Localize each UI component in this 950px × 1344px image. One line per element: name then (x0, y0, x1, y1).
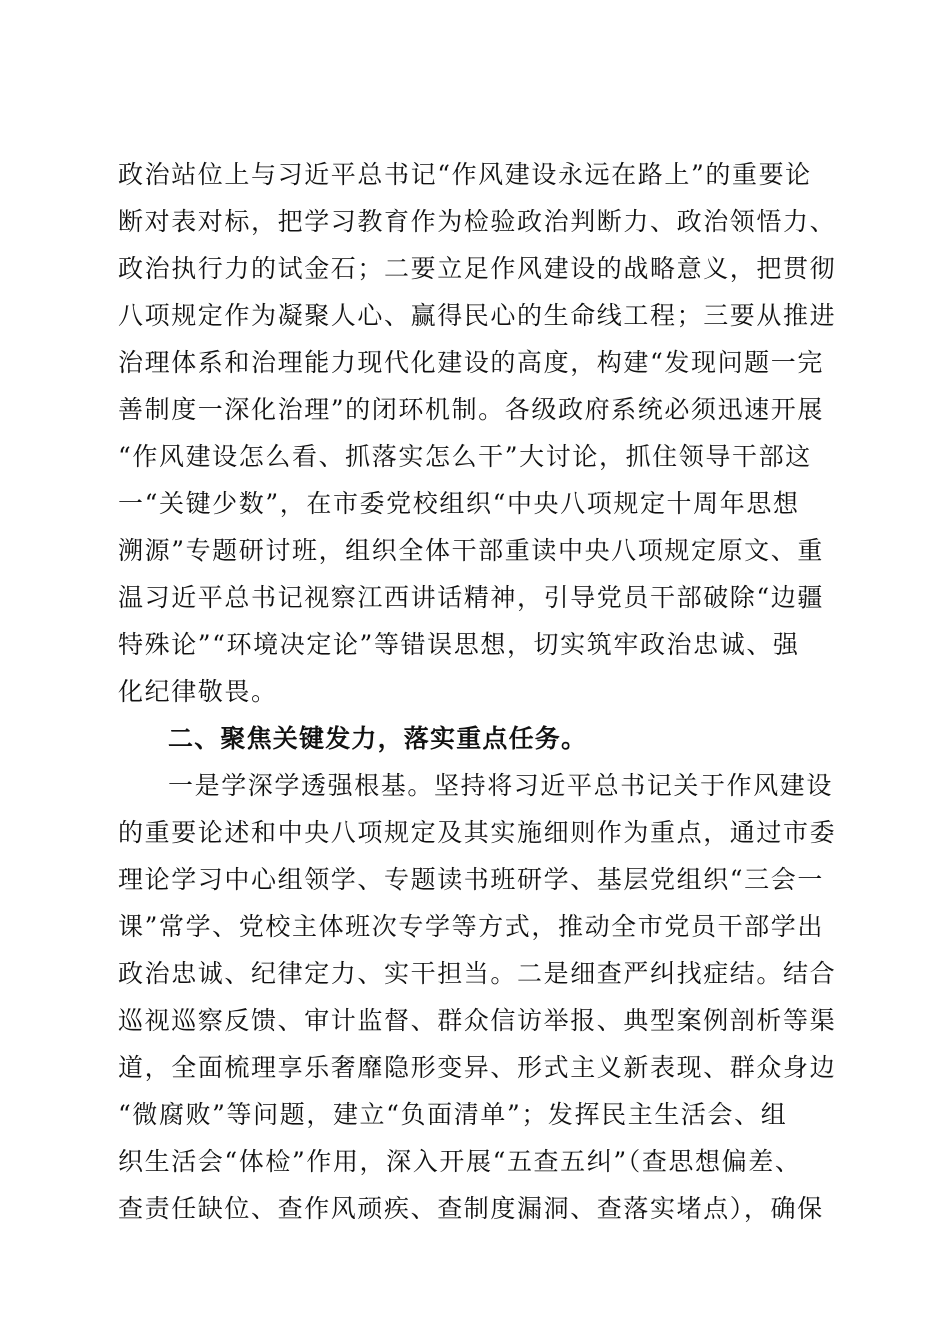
body-text-line: 织生活会“体检”作用，深入开展“五查五纠”（查思想偏差、 (118, 1147, 802, 1176)
body-text-line: 化纪律敬畏。 (118, 677, 278, 706)
body-text-line: “微腐败”等问题，建立“负面清单”；发挥民主生活会、组 (118, 1100, 788, 1129)
body-text-line: 一“关键少数”，在市委党校组织“中央八项规定十周年思想 (118, 489, 800, 518)
body-text-line: 的重要论述和中央八项规定及其实施细则作为重点，通过市委 (118, 818, 837, 847)
body-text-line: 政治站位上与习近平总书记“作风建设永远在路上”的重要论 (118, 160, 812, 189)
body-text-line: 溯源”专题研讨班，组织全体干部重读中央八项规定原文、重 (118, 536, 824, 565)
body-text-line: 特殊论”“环境决定论”等错误思想，切实筑牢政治忠诚、强 (118, 630, 800, 659)
body-text-line: 课”常学、党校主体班次专学等方式，推动全市党员干部学出 (118, 912, 824, 941)
body-text-line: 政治忠诚、纪律定力、实干担当。二是细查严纠找症结。结合 (118, 959, 837, 988)
body-text-line: 八项规定作为凝聚人心、赢得民心的生命线工程；三要从推进 (118, 301, 837, 330)
body-text-line: 巡视巡察反馈、审计监督、群众信访举报、典型案例剖析等渠 (118, 1006, 837, 1035)
body-text-line: 善制度一深化治理”的闭环机制。各级政府系统必须迅速开展 (118, 395, 824, 424)
body-text-line: 政治执行力的试金石；二要立足作风建设的战略意义，把贯彻 (118, 254, 837, 283)
body-text-line: 理论学习中心组领学、专题读书班研学、基层党组织“三会一 (118, 865, 824, 894)
body-text-line: 治理体系和治理能力现代化建设的高度，构建“发现问题一完 (118, 348, 824, 377)
paragraph-first-line: 一是学深学透强根基。坚持将习近平总书记关于作风建设 (168, 771, 834, 800)
body-text-line: “作风建设怎么看、抓落实怎么干”大讨论，抓住领导干部这 (118, 442, 812, 471)
section-heading: 二、聚焦关键发力，落实重点任务。 (168, 724, 588, 753)
body-text-line: 断对表对标，把学习教育作为检验政治判断力、政治领悟力、 (118, 207, 837, 236)
body-text-line: 温习近平总书记视察江西讲话精神，引导党员干部破除“边疆 (118, 583, 824, 612)
body-text-line: 查责任缺位、查作风顽疾、查制度漏洞、查落实堵点），确保 (118, 1194, 824, 1223)
body-text-line: 道，全面梳理享乐奢靡隐形变异、形式主义新表现、群众身边 (118, 1053, 837, 1082)
